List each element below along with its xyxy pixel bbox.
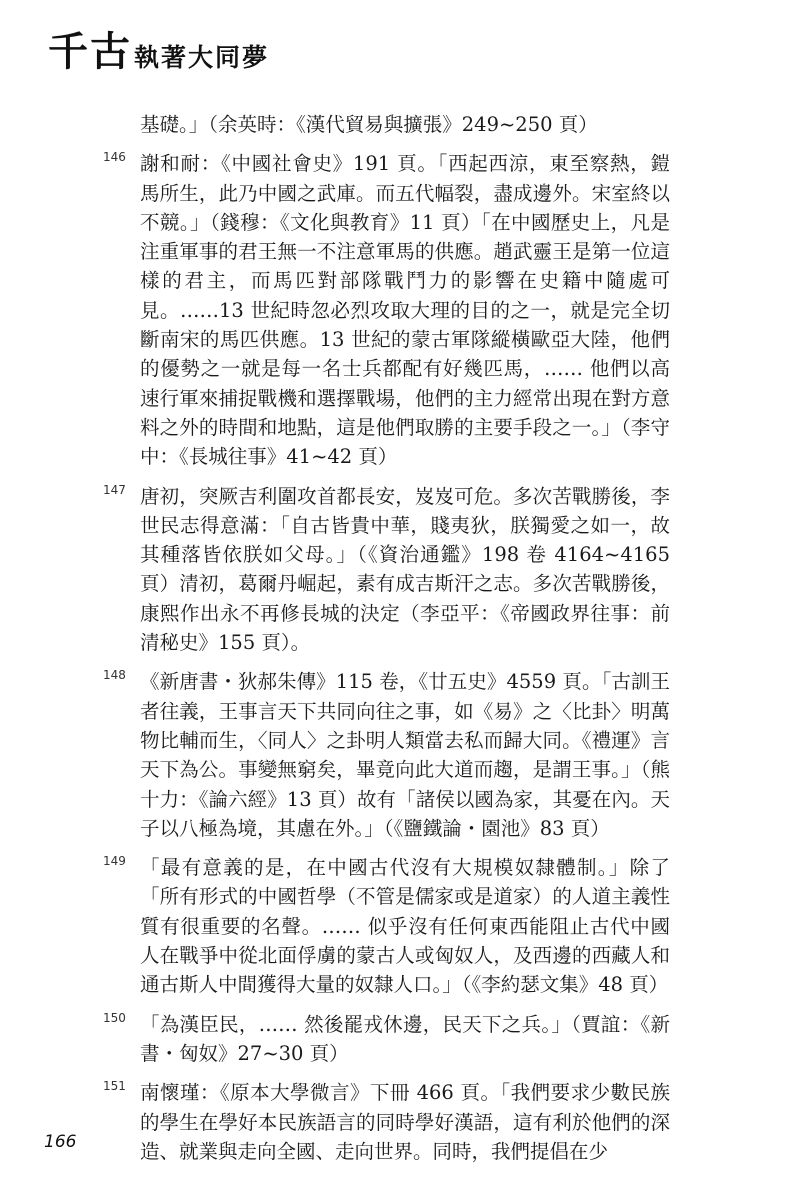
footnote-147 bbox=[103, 482, 670, 658]
footnote-number: 149 bbox=[103, 854, 126, 869]
footnote-text: 南懷瑾：《原本大學微言》下冊 466 頁。「我們要求少數民族的學生在學好本民族語言的同時學好漢語，這有利於他們的深造、就業與走向全國、走向世界。同時，我們提倡在少 bbox=[140, 1081, 670, 1163]
footnote-151 bbox=[103, 1078, 670, 1166]
footnote-number: 150 bbox=[103, 1010, 126, 1025]
footnote-number: 148 bbox=[103, 668, 126, 683]
footnote-text: 「最有意義的是，在中國古代沒有大規模奴隸體制。」除了「所有形式的中國哲學（不管是儒家或是道家）的人道主義性質有很重要的名聲。…… 似乎沒有任何東西能阻止古代中國人在戰爭中從北面俘虜的蒙古人或匈奴人，及西邊的西藏人和通古斯人中間獲得大量的奴隸人口。」（《李約瑟文集》48 頁） bbox=[140, 856, 670, 997]
footnote-148 bbox=[103, 667, 670, 843]
running-header bbox=[48, 30, 269, 90]
footnote-number: 147 bbox=[103, 482, 126, 497]
book-title-small: 執著大同夢 bbox=[134, 43, 270, 72]
footnote-text: 謝和耐：《中國社會史》191 頁。「西起西涼，東至察熱，鎧馬所生，此乃中國之武庫。而五代幅裂，盡成邊外。宋室終以不競。」（錢穆：《文化與教育》11 頁）「在中國歷史上，凡是注重軍事的君王無一不注意軍馬的供應。趙武靈王是第一位這樣的君主，而馬匹對部隊戰鬥力的影響在史籍中隨處可見。……13 世紀時忽必烈攻取大理的目的之一，就是完全切斷南宋的馬匹供應。13 世紀的蒙古軍隊縱橫歐亞大陸，他們的優勢之一就是每一名士兵都配有好幾匹馬，…… 他們以高速行軍來捕捉戰機和選擇戰場，他們的主力經常出現在對方意料之外的時間和地點，這是他們取勝的主要手段之一。」（李守中：《長城往事》41~42 頁） bbox=[140, 152, 670, 469]
footnote-text: 「為漢臣民，…… 然後罷戎休邊，民天下之兵。」（賈誼：《新書・匈奴》27~30 頁） bbox=[140, 1012, 670, 1065]
footnote-number: 151 bbox=[103, 1079, 126, 1094]
footnote-number: 146 bbox=[103, 150, 126, 165]
footnote-149 bbox=[103, 853, 670, 999]
footnote-150 bbox=[103, 1010, 670, 1069]
footnote-text: 唐初，突厥吉利圍攻首都長安，岌岌可危。多次苦戰勝後，李世民志得意滿：「自古皆貴中華，賤夷狄，朕獨愛之如一，故其種落皆依朕如父母。」（《資治通鑑》198 卷 4164~4165 頁）清初，葛爾丹崛起，素有成吉斯汗之志。多次苦戰勝後，康熙作出永不再修長城的決定（李亞平：《帝國政界往事：前清秘史》155 頁）。 bbox=[140, 484, 670, 655]
page-number: 166 bbox=[44, 1132, 77, 1152]
footnotes-body bbox=[103, 110, 670, 1176]
book-title-large: 千古 bbox=[48, 28, 132, 75]
continued-note-text: 基礎。」（余英時：《漢代貿易與擴張》249~250 頁） bbox=[140, 113, 598, 136]
footnote-text: 《新唐書・狄郝朱傳》115 卷，《廿五史》4559 頁。「古訓王者往義，王事言天下共同向往之事，如《易》之〈比卦〉明萬物比輔而生，〈同人〉之卦明人類當去私而歸大同。《禮運》言天下為公。事變無窮矣，畢竟向此大道而趨，是謂王事。」（熊十力：《論六經》13 頁）故有「諸侯以國為家，其憂在內。天子以八極為境，其慮在外。」（《鹽鐵論・園池》83 頁） bbox=[140, 670, 670, 840]
footnote-146 bbox=[103, 149, 670, 471]
